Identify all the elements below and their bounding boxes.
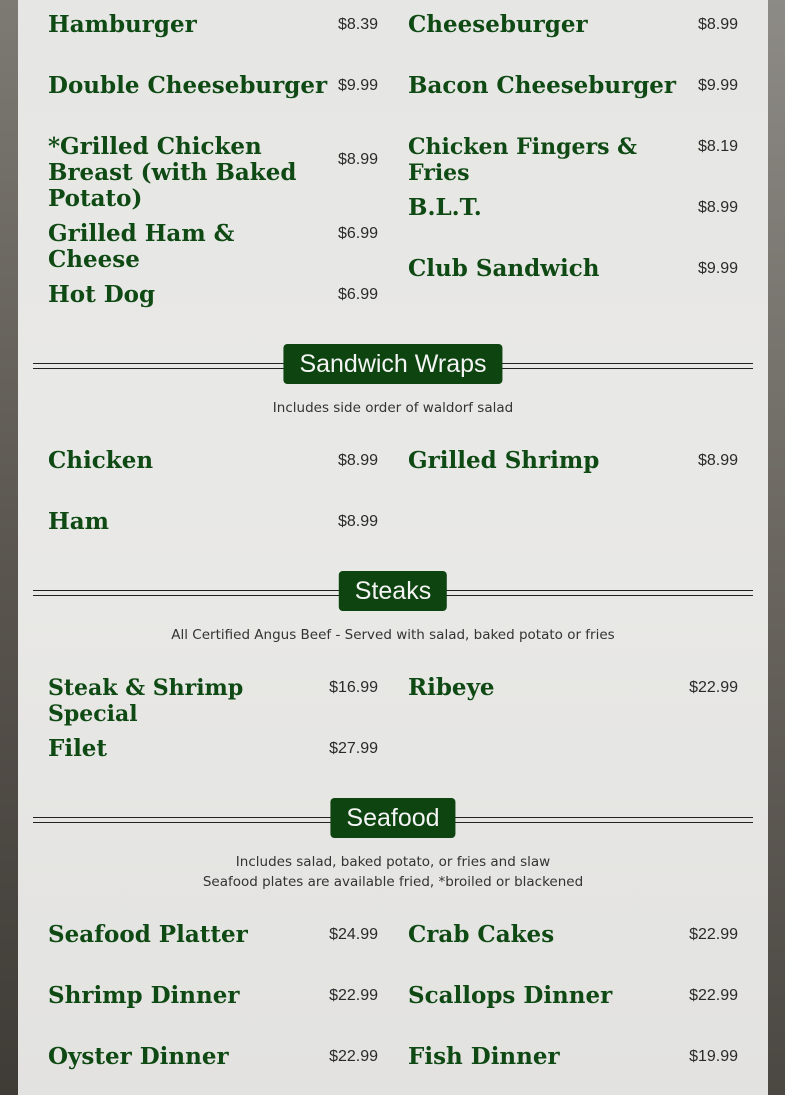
item-price: $8.19 [697, 138, 738, 155]
item-name: B.L.T. [408, 194, 482, 221]
item-name: Shrimp Dinner [48, 982, 240, 1009]
item-name: Grilled Shrimp [408, 447, 600, 474]
item-price: $6.99 [337, 286, 378, 303]
item-price: $22.99 [689, 987, 738, 1004]
item-name: Cheeseburger [408, 11, 588, 38]
item-name: Ham [48, 508, 109, 535]
item-name: Scallops Dinner [408, 982, 613, 1009]
item-name: Hot Dog [48, 281, 156, 308]
item-price: $8.99 [337, 513, 378, 530]
item-name: Hamburger [48, 11, 197, 38]
item-price: $24.99 [329, 926, 378, 943]
item-price: $27.99 [329, 740, 378, 757]
item-price: $8.99 [697, 452, 738, 469]
section-note: Includes side order of waldorf salad [272, 400, 514, 416]
item-price: $9.99 [697, 77, 738, 94]
item-price: $9.99 [337, 77, 378, 94]
item-price: $16.99 [329, 679, 378, 696]
item-name: Chicken Fingers & Fries [408, 134, 638, 186]
item-name: Club Sandwich [408, 255, 600, 282]
item-name: Fish Dinner [408, 1043, 560, 1070]
item-name: Ribeye [408, 674, 495, 701]
item-name: Steak & Shrimp Special [48, 675, 244, 727]
item-price: $8.99 [337, 452, 378, 469]
background-left [0, 0, 18, 1095]
item-price: $8.99 [337, 151, 378, 168]
item-name: Grilled Ham & Cheese [48, 220, 235, 273]
item-name: Double Cheeseburger [48, 72, 328, 99]
item-price: $8.99 [697, 199, 738, 216]
item-name: Oyster Dinner [48, 1043, 229, 1070]
menu-panel [18, 0, 768, 1095]
item-price: $22.99 [329, 987, 378, 1004]
item-name: Crab Cakes [408, 921, 555, 948]
background-right [768, 0, 785, 1095]
item-price: $9.99 [697, 260, 738, 277]
item-price: $6.99 [337, 225, 378, 242]
item-price: $8.99 [697, 16, 738, 33]
item-price: $22.99 [689, 679, 738, 696]
item-price: $22.99 [329, 1048, 378, 1065]
item-name: Chicken [48, 447, 154, 474]
section-note: Seafood plates are available fried, *broiled or blackened [202, 874, 584, 890]
item-price: $19.99 [689, 1048, 738, 1065]
item-price: $8.39 [337, 16, 378, 33]
section-title-wraps: Sandwich Wraps [283, 344, 502, 384]
section-note: All Certified Angus Beef - Served with salad, baked potato or fries [171, 627, 615, 643]
item-name: Seafood Platter [48, 921, 248, 948]
item-name: Bacon Cheeseburger [408, 72, 677, 99]
item-name: *Grilled Chicken Breast (with Baked Potato) [48, 133, 297, 212]
item-name: Filet [48, 735, 108, 762]
item-price: $22.99 [689, 926, 738, 943]
section-title-seafood: Seafood [330, 798, 455, 838]
section-title-steaks: Steaks [339, 571, 447, 611]
section-note: Includes salad, baked potato, or fries and slaw [235, 854, 551, 870]
